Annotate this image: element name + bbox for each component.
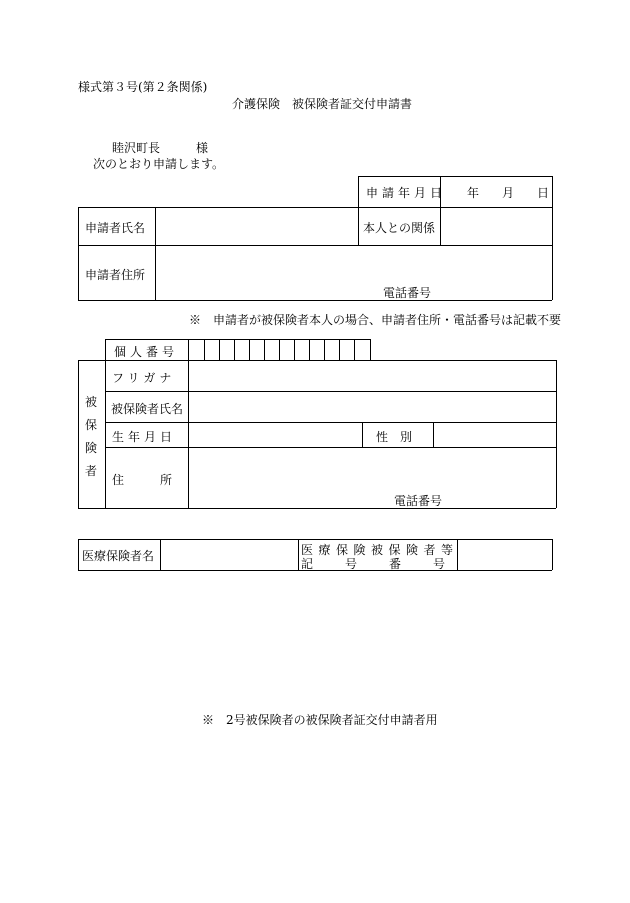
medical-number-label-1: 医療保険被保険者等 bbox=[301, 543, 459, 557]
sex-field[interactable] bbox=[435, 424, 554, 446]
relation-field[interactable] bbox=[442, 209, 550, 243]
insured-side-char-1: 被 bbox=[85, 395, 98, 409]
insured-side-char-4: 者 bbox=[85, 464, 98, 478]
applicant-address-label: 申請者住所 bbox=[85, 268, 146, 282]
insured-side-char-2: 保 bbox=[85, 418, 98, 432]
form-number: 様式第３号(第２条関係) bbox=[78, 80, 208, 94]
personal-number-field[interactable] bbox=[190, 341, 369, 359]
insured-address-label: 住 所 bbox=[112, 473, 173, 487]
insured-phone-label: 電話番号 bbox=[394, 494, 443, 508]
insured-name-label: 被保険者氏名 bbox=[111, 402, 184, 416]
personal-number-label: 個人番号 bbox=[114, 345, 179, 359]
furigana-label: フリガナ bbox=[112, 371, 176, 385]
birth-date-field[interactable] bbox=[190, 424, 360, 446]
medical-insurer-label: 医療保険者名 bbox=[82, 549, 155, 563]
application-date-day: 日 bbox=[537, 186, 550, 200]
application-date-label: 申請年月日 bbox=[366, 186, 447, 200]
application-date-year: 年 bbox=[467, 186, 480, 200]
note-applicant: ※ 申請者が被保険者本人の場合、申請者住所・電話番号は記載不要 bbox=[189, 313, 562, 327]
intro-text: 次のとおり申請します。 bbox=[93, 157, 225, 171]
application-date-month: 月 bbox=[502, 186, 515, 200]
applicant-phone-label: 電話番号 bbox=[383, 286, 432, 300]
medical-number-label-2: 記 号 番 号 bbox=[301, 557, 456, 571]
applicant-address-field[interactable] bbox=[157, 247, 550, 277]
medical-insurer-field[interactable] bbox=[162, 541, 296, 569]
sex-label: 性 別 bbox=[376, 430, 413, 444]
footer-note: ※ 2号被保険者の被保険者証交付申請者用 bbox=[202, 713, 438, 727]
insured-side-char-3: 険 bbox=[85, 441, 98, 455]
applicant-name-field[interactable] bbox=[157, 209, 356, 243]
addressee: 睦沢町長 様 bbox=[112, 141, 209, 155]
applicant-name-label: 申請者氏名 bbox=[85, 221, 146, 235]
birth-date-label: 生年月日 bbox=[112, 430, 177, 444]
furigana-field[interactable] bbox=[190, 362, 554, 390]
medical-number-field[interactable] bbox=[459, 541, 550, 569]
form-title: 介護保険 被保険者証交付申請書 bbox=[232, 97, 413, 111]
relation-label: 本人との関係 bbox=[363, 221, 436, 235]
insured-name-field[interactable] bbox=[190, 393, 554, 421]
insured-address-field[interactable] bbox=[190, 449, 554, 487]
